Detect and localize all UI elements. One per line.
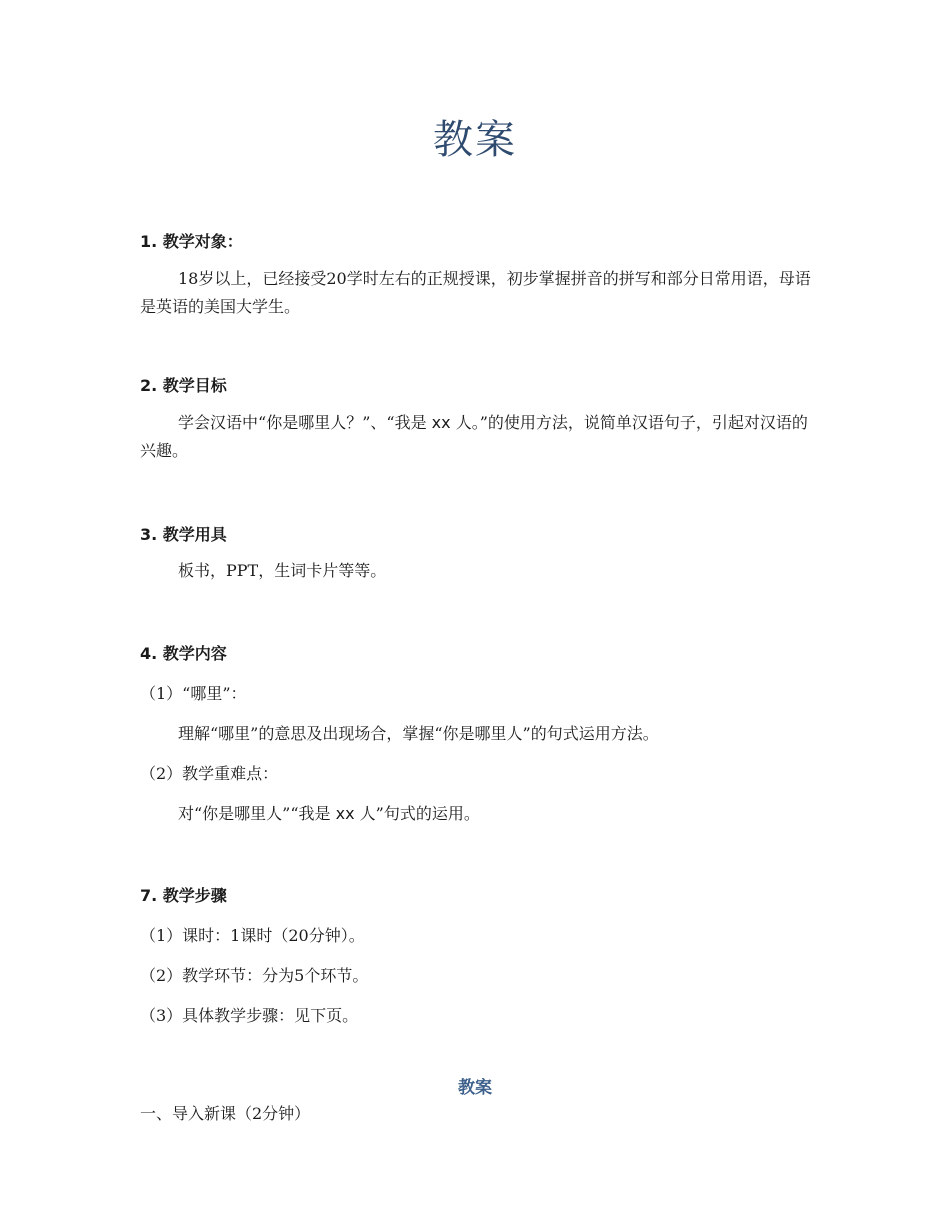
key-point-phrase: 我是 xx 人 (298, 804, 376, 823)
section-heading-teaching-steps: 7. 教学步骤 (140, 886, 227, 905)
content-item-2-body (178, 801, 480, 824)
section-body-teaching-goal (140, 409, 820, 465)
key-point-text-a: 对“你是哪里人”“ (178, 804, 299, 823)
goal-text-e: ”的使用方法，说简单汉语句子，引起对汉语的兴趣。 (140, 413, 808, 460)
steps-item: （1）课时：1课时（20分钟）。 (140, 926, 365, 945)
section-heading-teaching-tools: 3. 教学用具 (140, 525, 227, 544)
section-body-teaching-tools: 板书，PPT，生词卡片等等。 (178, 561, 387, 580)
content-item-2: （2）教学重难点： (140, 764, 279, 783)
steps-item: （3）具体教学步骤：见下页。 (140, 1006, 359, 1025)
page-title: 教案 (433, 117, 517, 163)
section-heading-teaching-content: 4. 教学内容 (140, 644, 227, 663)
goal-phrase-where-from: 你是哪里人？ (266, 413, 363, 432)
goal-text-c: ”、“ (362, 413, 395, 432)
goal-phrase-i-am: 我是 xx 人。 (394, 413, 480, 432)
page2-subtitle: 教案 (458, 1078, 492, 1098)
steps-item: （2）教学环节：分为5个环节。 (140, 966, 369, 985)
page2-first-line: 一、导入新课（2分钟） (140, 1104, 311, 1123)
section-heading-teaching-target: 1. 教学对象： (140, 232, 243, 251)
content-item-1-body: 理解“哪里”的意思及出现场合，掌握“你是哪里人”的句式运用方法。 (178, 724, 659, 743)
section-body-teaching-target: 18岁以上，已经接受20学时左右的正规授课，初步掌握拼音的拼写和部分日常用语，母语是英语的美国大学生。 (140, 269, 811, 316)
goal-text-a: 学会汉语中“ (178, 413, 267, 432)
content-item-1: （1）“哪里”： (140, 684, 247, 703)
section-heading-teaching-goal: 2. 教学目标 (140, 376, 227, 395)
key-point-text-c: ”句式的运用。 (375, 804, 480, 823)
